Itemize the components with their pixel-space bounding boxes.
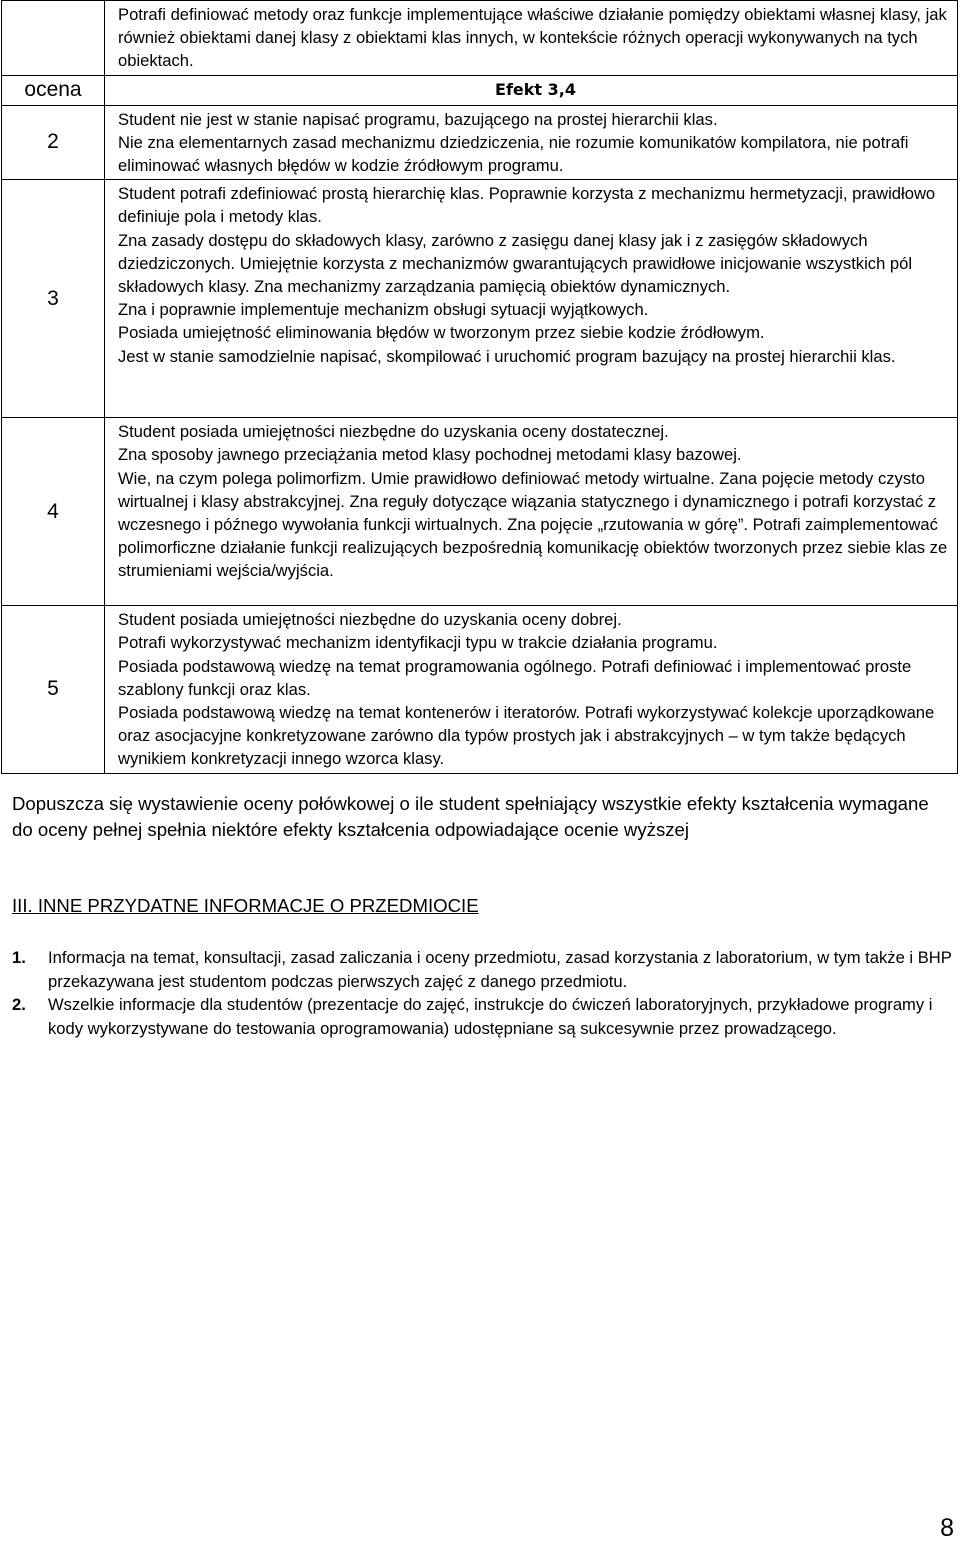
grade-header-cell: ocena [2,75,105,105]
criteria-text: Potrafi wykorzystywać mechanizm identyfikacji typu w trakcie działania programu. [118,633,718,653]
criteria-cell [105,606,958,773]
half-grade-note: Dopuszcza się wystawienie oceny połówkowej o ile student spełniający wszystkie efekty kształcenia wymagane do oceny pełnej spełnia niektóre efekty kształcenia odpowiadające ocenie wyższej [12,793,929,840]
grade-cell: 3 [2,180,105,418]
section-heading: III. INNE PRZYDATNE INFORMACJE O PRZEDMIOCIE [12,895,479,916]
list-item-number: 1. [12,948,26,967]
criteria-text: Jest w stanie samodzielnie napisać, skompilować i uruchomić program bazujący na prostej hierarchii klas. [118,346,896,366]
grade-cell: 4 [2,418,105,606]
table-row [2,180,958,418]
grade-cell: 2 [2,105,105,180]
efekt-title: Efekt 3,4 [495,79,576,99]
criteria-cell [105,105,958,180]
criteria-text: Posiada podstawową wiedzę na temat kontenerów i iteratorów. Potrafi wykorzystywać kolekcje uporządkowane oraz asocjacyjne konkretyzowane zarówno dla typów prostych jak i abstrakcyjnych – w tym także będących wynikiem konkretyzacji innego wzorca klasy. [118,703,935,769]
list-item-number: 2. [12,995,26,1014]
criteria-text: Nie zna elementarnych zasad mechanizmu dziedziczenia, nie rozumie komunikatów kompilatora, nie potrafi eliminować własnych błędów w kodzie źródłowym programu. [118,132,909,176]
list-item-text: Informacja na temat, konsultacji, zasad zaliczania i oceny przedmiotu, zasad korzystania z laboratorium, w tym także i BHP przekazywana jest studentom podczas pierwszych zajęć z danego przedmiotu. [48,948,952,991]
criteria-text: Posiada umiejętność eliminowania błędów w tworzonym przez siebie kodzie źródłowym. [118,323,765,343]
criteria-text: Wie, na czym polega polimorfizm. Umie prawidłowo definiować metody wirtualne. Zana pojęcie metody czysto wirtualnej i klasy abstrakcyjnej. Zna reguły dotyczące wiązania statycznego i dynamicznego i potrafi korzystać z wczesnego i późnego wywołania funkcji wirtualnych. Zna pojęcie „rzutowania w górę”. Potrafi zaimplementować polimorficzne działanie funkcji realizujących bezpośrednią komunikację obiektów tworzonych przez siebie klas ze strumieniami wejścia/wyjścia. [118,468,948,581]
criteria-text: Posiada podstawową wiedzę na temat programowania ogólnego. Potrafi definiować i implementować proste szablony funkcji oraz klas. [118,656,912,699]
criteria-text: Zna sposoby jawnego przeciążania metod klasy pochodnej metodami klasy bazowej. [118,445,742,465]
criteria-text: Potrafi definiować metody oraz funkcje implementujące właściwe działanie pomiędzy obiektami własnej klasy, jak również obiektami danej klasy z obiektami klas innych, w kontekście różnych operacji wykonywanych na tych obiektach. [118,5,947,71]
grade-cell [2,1,105,76]
list-item-text: Wszelkie informacje dla studentów (prezentacje do zajęć, instrukcje do ćwiczeń laboratoryjnych, przykładowe programy i kody wykorzystywane do testowania oprogramowania) udostępniane są sukcesywnie przez prowadzącego. [48,995,933,1038]
criteria-text: Student posiada umiejętności niezbędne do uzyskania oceny dostatecznej. [118,422,669,442]
grading-criteria-table [1,0,958,774]
criteria-text: Student potrafi zdefiniować prostą hierarchię klas. Poprawnie korzysta z mechanizmu hermetyzacji, prawidłowo definiuje pola i metody klas. [118,184,936,227]
criteria-text: Zna zasady dostępu do składowych klasy, zarówno z zasięgu danej klasy jak i z zasięgów składowych dziedziczonych. Umiejętnie korzysta z mechanizmów gwarantujących prawidłowe inicjowanie wszystkich pól składowych klasy. Zna mechanizmy zarządzania pamięcią obiektów dynamicznych. [118,230,913,297]
criteria-text: Student posiada umiejętności niezbędne do uzyskania oceny dobrej. [118,610,622,630]
table-row [2,418,958,606]
criteria-cell [105,1,958,76]
criteria-text: Zna i poprawnie implementuje mechanizm obsługi sytuacji wyjątkowych. [118,300,649,320]
table-row [2,1,958,76]
table-row [2,105,958,180]
list-item [12,946,952,993]
table-row [2,606,958,773]
list-item [12,993,952,1040]
criteria-cell [105,180,958,418]
criteria-text: Student nie jest w stanie napisać programu, bazującego na prostej hierarchii klas. [118,109,718,129]
table-row [2,75,958,105]
info-list [12,946,952,1040]
efekt-header-cell [105,75,958,105]
criteria-cell [105,418,958,606]
page-number: 8 [940,1514,954,1542]
grade-cell: 5 [2,606,105,773]
